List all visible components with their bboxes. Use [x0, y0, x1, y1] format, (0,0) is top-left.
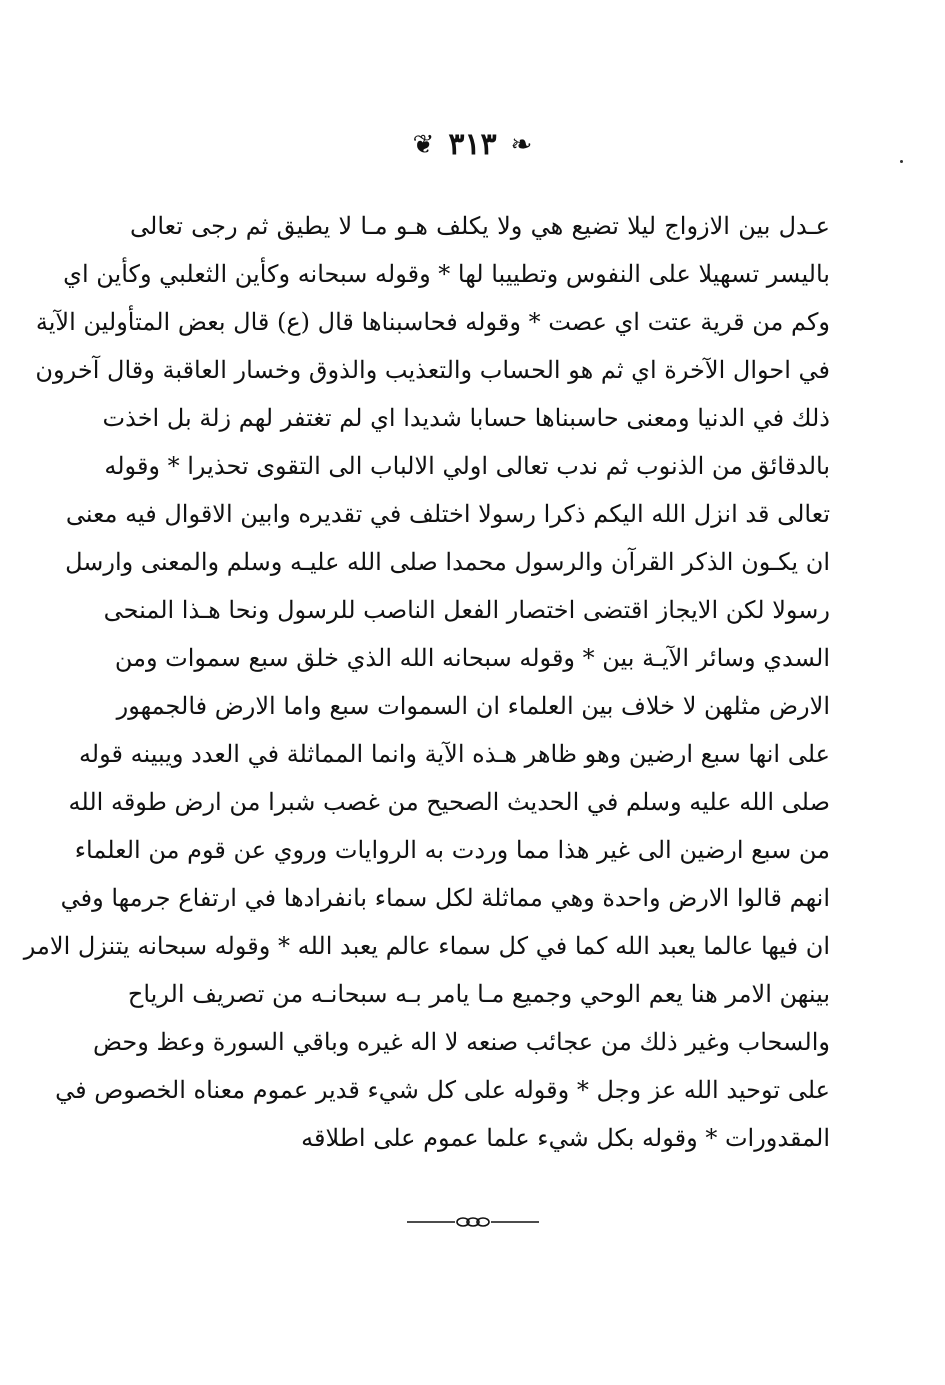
text-line: باليسر تسهيلا على النفوس وتطييبا لها * وقوله سبحانه وكأين الثعلبي وكأين اي: [63, 260, 830, 288]
text-line-last: المقدورات * وقوله بكل شيء علما عموم على اطلاقه: [301, 1124, 830, 1152]
page-header: [0, 120, 945, 170]
footer-ornament: [0, 1212, 945, 1232]
text-line: ان يكـون الذكر القرآن والرسول محمدا صلى الله عليـه وسلم والمعنى وارسل: [65, 548, 830, 576]
page-number: ٣١٣: [448, 127, 497, 162]
text-line: على انها سبع ارضين وهو ظاهر هـذه الآية وانما المماثلة في العدد ويبينه قوله: [78, 740, 830, 768]
ornamental-rule-icon: [403, 1215, 543, 1229]
text-line: عـدل بين الازواج ليلا تضيع هي ولا يكلف هـو مـا لا يطيق ثم رجى تعالى: [130, 212, 830, 240]
text-line: ان فيها عالما يعبد الله كما في كل سماء عالم يعبد الله * وقوله سبحانه يتنزل الامر: [23, 932, 830, 960]
text-line: على توحيد الله عز وجل * وقوله على كل شيء قدير عموم معناه الخصوص في: [55, 1076, 830, 1104]
left-header-ornament-icon: ❦: [412, 130, 435, 160]
text-line: تعالى قد انزل الله اليكم ذكرا رسولا اختلف في تقديره وابين الاقوال فيه معنى: [65, 500, 830, 528]
text-line: في احوال الآخرة اي ثم هو الحساب والتعذيب والذوق وخسار العاقبة وقال آخرون: [35, 356, 830, 384]
text-line: انهم قالوا الارض واحدة وهي مماثلة لكل سماء بانفرادها في ارتفاع جرمها وفي: [60, 884, 830, 912]
right-header-ornament-icon: ❧: [510, 130, 533, 160]
text-line: رسولا لكن الايجاز اقتضى اختصار الفعل الناصب للرسول ونحا هـذا المنحى: [103, 596, 830, 624]
text-line: ذلك في الدنيا ومعنى حاسبناها حسابا شديدا اي لم تغتفر لهم زلة بل اخذت: [102, 404, 830, 432]
text-line: من سبع ارضين الى غير هذا مما وردت به الروايات وروي عن قوم من العلماء: [74, 836, 830, 864]
text-line: والسحاب وغير ذلك من عجائب صنعه لا اله غيره وباقي السورة وعظ وحض: [92, 1028, 830, 1056]
text-line: وكم من قرية عتت اي عصت * وقوله فحاسبناها قال (ع) قال بعض المتأولين الآية: [35, 308, 830, 336]
paper-speck: [900, 160, 903, 163]
text-line: صلى الله عليه وسلم في الحديث الصحيح من غصب شبرا من ارض طوقه الله: [68, 788, 830, 816]
text-body: [23, 202, 830, 1162]
text-line: بالدقائق من الذنوب ثم ندب تعالى اولي الالباب الى التقوى تحذيرا * وقوله: [104, 452, 830, 480]
text-line: السدي وسائر الآيـة بين * وقوله سبحانه الله الذي خلق سبع سموات ومن: [114, 644, 830, 672]
text-line: بينهن الامر هنا يعم الوحي وجميع مـا يامر بـه سبحانـه من تصريف الرياح: [127, 980, 830, 1008]
text-line: الارض مثلهن لا خلاف بين العلماء ان السموات سبع واما الارض فالجمهور: [116, 692, 830, 720]
